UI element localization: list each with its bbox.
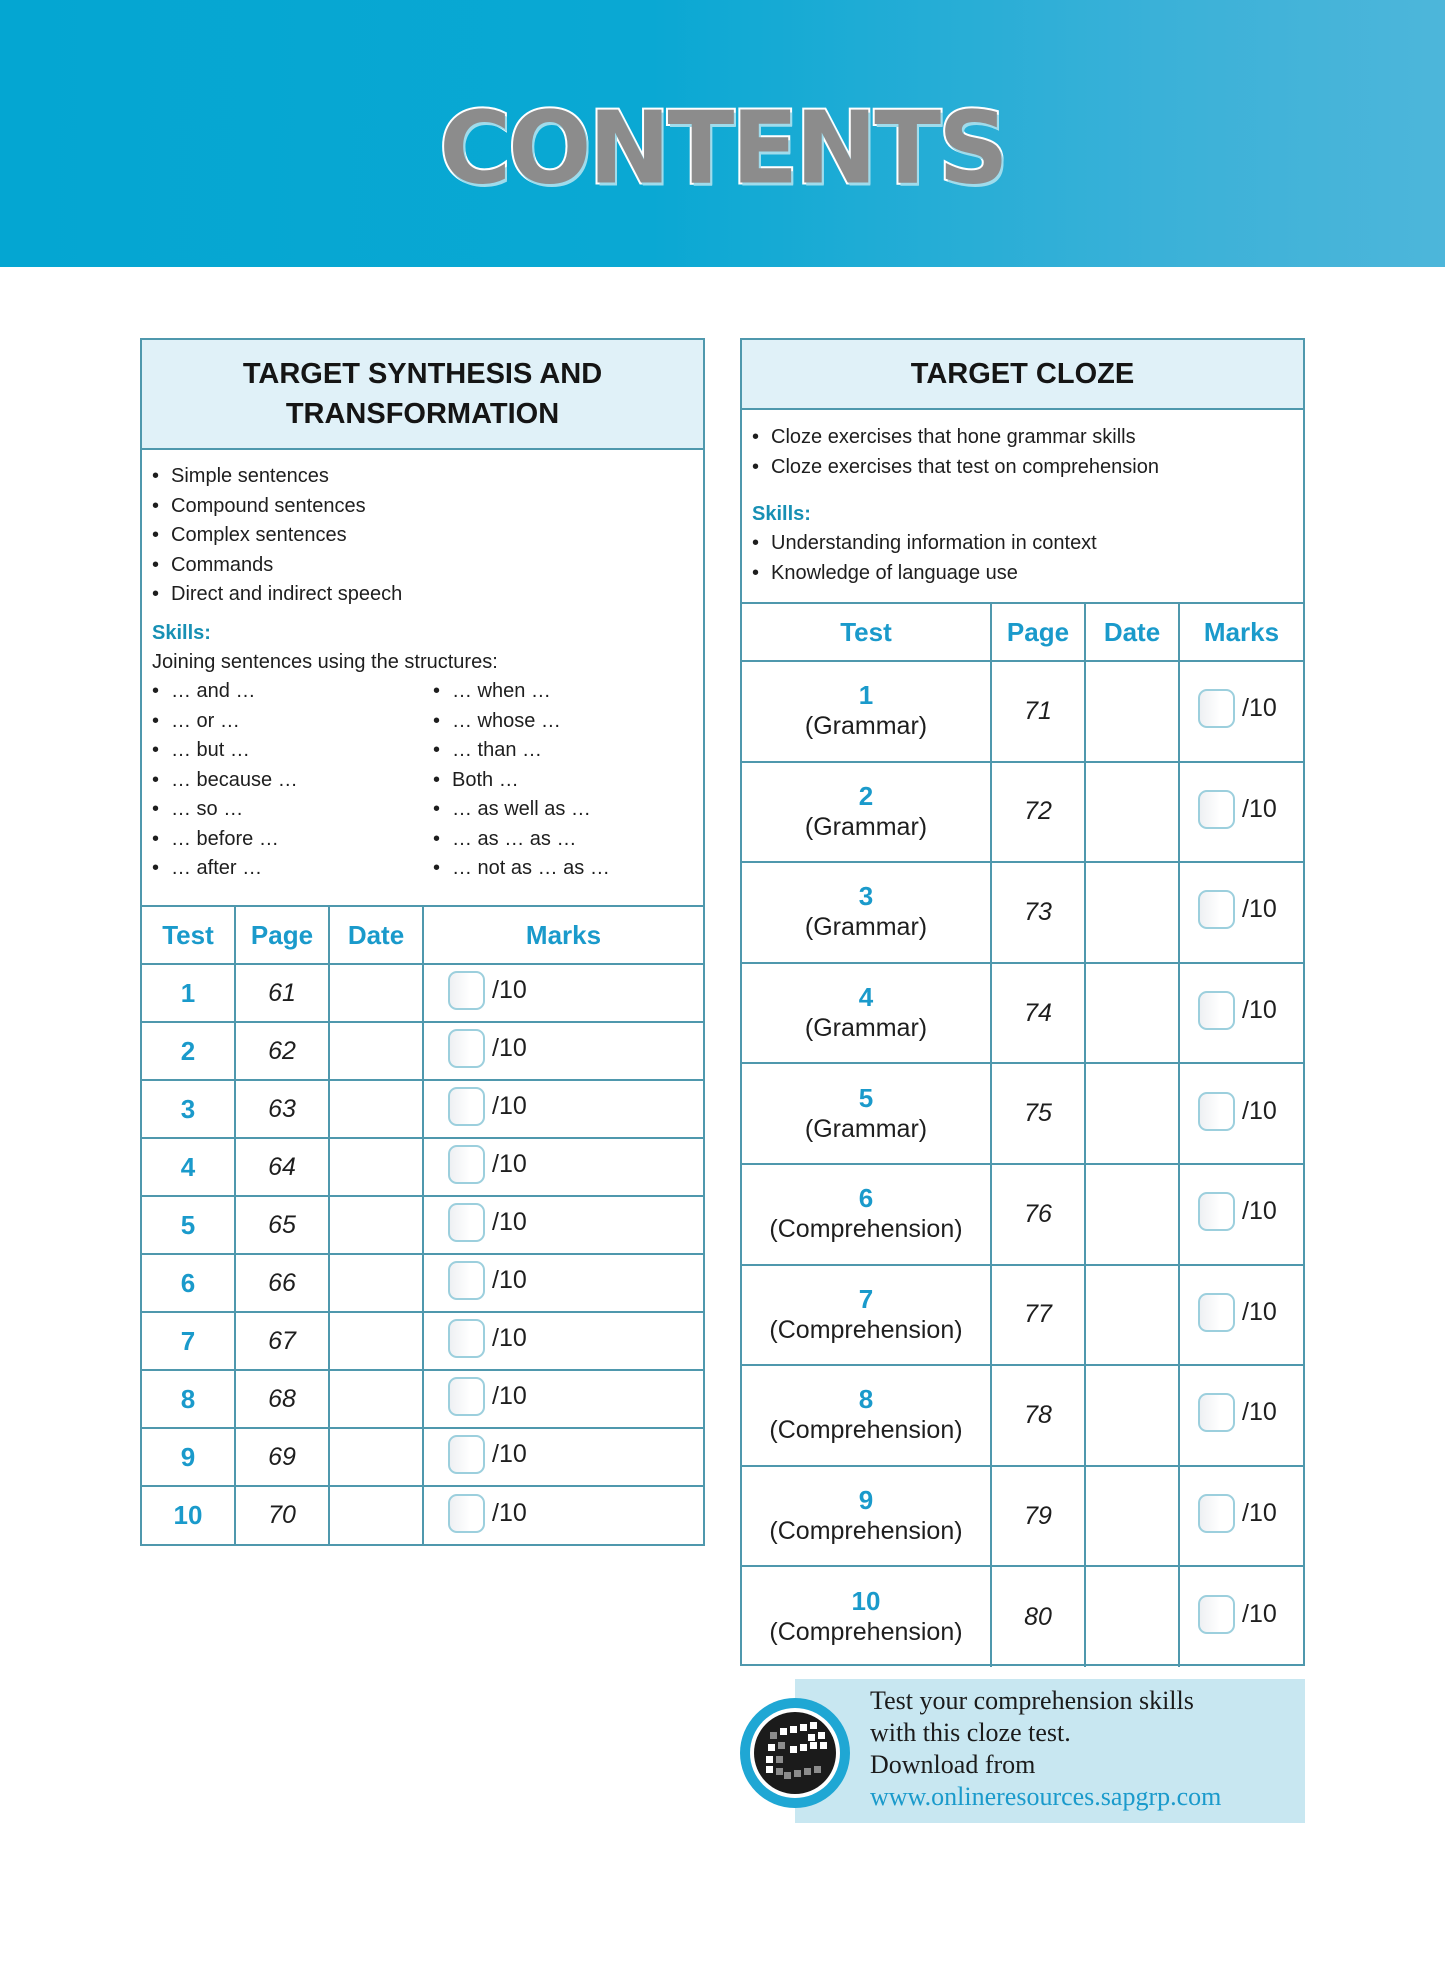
online-resource-badge-icon (740, 1698, 850, 1808)
structure-item: • … whose … (433, 707, 693, 737)
score-input-box[interactable] (1198, 991, 1235, 1030)
panel-description (742, 410, 1303, 588)
online-resource-callout (795, 1679, 1305, 1823)
score-input-box[interactable] (1198, 1595, 1235, 1634)
date-field[interactable] (329, 1428, 423, 1486)
synthesis-tests-table (142, 905, 703, 1544)
page-number: 62 (235, 1022, 329, 1080)
marks-total: /10 (492, 1324, 527, 1352)
marks-total: /10 (1242, 1096, 1277, 1125)
bullet-icon: • (152, 680, 160, 702)
marks-total: /10 (492, 1092, 527, 1120)
marks-cell (1179, 661, 1303, 762)
test-number: 3 (858, 881, 874, 912)
column-header-test: Test (142, 906, 235, 964)
test-number: 2 (858, 780, 874, 811)
column-header-test: Test (742, 603, 991, 661)
test-cell (742, 1566, 991, 1667)
marks-total: /10 (492, 1440, 527, 1468)
test-number: 9 (142, 1428, 235, 1486)
topic-item: • Complex sentences (152, 521, 703, 551)
test-type: (Grammar) (804, 712, 928, 741)
test-type: (Grammar) (804, 913, 928, 942)
topic-item: • Compound sentences (152, 492, 703, 522)
panel-title-line-2: TRANSFORMATION (285, 398, 560, 430)
test-cell (742, 1164, 991, 1265)
date-field[interactable] (1085, 1566, 1179, 1667)
marks-cell (423, 1312, 703, 1370)
marks-cell (1179, 862, 1303, 963)
skills-heading: Skills: (152, 621, 211, 644)
structure-item: • … because … (152, 766, 433, 796)
test-number: 6 (142, 1254, 235, 1312)
test-type: (Grammar) (804, 812, 928, 841)
date-field[interactable] (1085, 862, 1179, 963)
test-type: (Comprehension) (769, 1315, 963, 1344)
page-number: 73 (991, 862, 1085, 963)
date-field[interactable] (329, 1196, 423, 1254)
score-input-box[interactable] (448, 1145, 485, 1184)
test-number: 1 (858, 680, 874, 711)
table-header-row (742, 603, 1303, 661)
test-type: (Grammar) (804, 1014, 928, 1043)
bullet-icon: • (152, 709, 160, 732)
callout-text: Test your comprehension skills with this cloze test. Download from www.onlineresources.sapgrp.com (870, 1686, 1222, 1811)
table-row (142, 1196, 703, 1254)
table-row (142, 1138, 703, 1196)
date-field[interactable] (1085, 661, 1179, 762)
structure-item: • … as well as … (433, 795, 693, 825)
table-row (742, 1063, 1303, 1164)
marks-total: /10 (492, 1150, 527, 1178)
page-number: 76 (991, 1164, 1085, 1265)
marks-total: /10 (492, 1034, 527, 1062)
bullet-icon: • (433, 680, 441, 702)
score-input-box[interactable] (448, 1261, 485, 1300)
page-number: 78 (991, 1365, 1085, 1466)
table-row (742, 862, 1303, 963)
skill-item: • Knowledge of language use (752, 559, 1303, 589)
test-type: (Comprehension) (769, 1215, 963, 1244)
table-row (742, 762, 1303, 863)
marks-total: /10 (1242, 996, 1277, 1025)
test-number: 9 (858, 1485, 874, 1516)
bullet-icon: • (433, 709, 441, 732)
page-number: 72 (991, 762, 1085, 863)
column-header-marks: Marks (1179, 603, 1303, 661)
date-field[interactable] (329, 1022, 423, 1080)
marks-cell (1179, 1365, 1303, 1466)
structure-item: • … as … as … (433, 825, 693, 855)
date-field[interactable] (1085, 963, 1179, 1064)
test-number: 10 (851, 1586, 881, 1617)
test-cell (742, 1063, 991, 1164)
test-number: 1 (142, 964, 235, 1022)
marks-cell (423, 1080, 703, 1138)
page-number: 65 (235, 1196, 329, 1254)
structure-item: • … than … (433, 736, 693, 766)
date-field[interactable] (329, 1254, 423, 1312)
contents-banner (0, 0, 1445, 267)
page-number: 63 (235, 1080, 329, 1138)
column-header-page: Page (235, 906, 329, 964)
marks-cell (423, 1486, 703, 1544)
test-number: 7 (142, 1312, 235, 1370)
page-number: 61 (235, 964, 329, 1022)
marks-total: /10 (1242, 1297, 1277, 1326)
score-input-box[interactable] (1198, 790, 1235, 829)
cloze-tests-table (742, 602, 1303, 1667)
bullet-icon: • (152, 857, 160, 879)
bullet-icon: • (752, 532, 760, 554)
topic-item: • Cloze exercises that test on comprehension (752, 453, 1303, 483)
topic-item: • Commands (152, 551, 703, 581)
structure-item: • … before … (152, 825, 433, 855)
marks-cell (423, 1196, 703, 1254)
marks-cell (1179, 1566, 1303, 1667)
test-number: 2 (142, 1022, 235, 1080)
marks-cell (1179, 1265, 1303, 1366)
bullet-icon: • (152, 553, 160, 576)
target-cloze-panel (740, 338, 1305, 1666)
test-cell (742, 762, 991, 863)
bullet-icon: • (433, 857, 441, 879)
test-number: 8 (142, 1370, 235, 1428)
marks-total: /10 (492, 1498, 527, 1527)
table-row (742, 1566, 1303, 1667)
page-number: 79 (991, 1466, 1085, 1567)
marks-cell (1179, 762, 1303, 863)
test-type: (Grammar) (804, 1114, 928, 1143)
marks-total: /10 (492, 1382, 527, 1410)
table-row (742, 661, 1303, 762)
score-input-box[interactable] (1198, 1293, 1235, 1332)
page-number: 77 (991, 1265, 1085, 1366)
resource-link[interactable]: www.onlineresources.sapgrp.com (870, 1782, 1222, 1811)
synthesis-transformation-panel (140, 338, 705, 1546)
score-input-box[interactable] (448, 971, 485, 1010)
page-number: 64 (235, 1138, 329, 1196)
panel-description (142, 450, 703, 884)
panel-heading: TARGET CLOZE (742, 340, 1303, 410)
marks-cell (423, 1370, 703, 1428)
test-number: 6 (858, 1183, 874, 1214)
score-input-box[interactable] (448, 1435, 485, 1474)
skills-heading: Skills: (752, 503, 811, 525)
table-header-row (142, 906, 703, 964)
bullet-icon: • (152, 494, 160, 517)
page-number: 80 (991, 1566, 1085, 1667)
test-number: 4 (858, 982, 874, 1013)
marks-total: /10 (1242, 694, 1277, 723)
marks-cell (423, 1138, 703, 1196)
table-row (142, 1022, 703, 1080)
structure-item: • … but … (152, 736, 433, 766)
structure-item: • … and … (152, 677, 433, 707)
skill-item: • Understanding information in context (752, 529, 1303, 559)
table-row (142, 1486, 703, 1544)
table-row (742, 1265, 1303, 1366)
column-header-page: Page (991, 603, 1085, 661)
marks-total: /10 (492, 1208, 527, 1236)
bullet-icon: • (752, 426, 760, 448)
marks-cell (423, 1254, 703, 1312)
marks-cell (1179, 963, 1303, 1064)
test-cell (742, 1365, 991, 1466)
structure-item: • … so … (152, 795, 433, 825)
score-input-box[interactable] (1198, 1092, 1235, 1131)
date-field[interactable] (1085, 1466, 1179, 1567)
test-number: 8 (858, 1384, 874, 1415)
topic-item: • Simple sentences (152, 462, 703, 492)
bullet-icon: • (433, 768, 441, 791)
score-input-box[interactable] (448, 1029, 485, 1068)
bullet-icon: • (152, 798, 160, 820)
score-input-box[interactable] (1198, 1494, 1235, 1533)
page-number: 75 (991, 1063, 1085, 1164)
bullet-icon: • (433, 798, 441, 820)
page-number: 68 (235, 1370, 329, 1428)
column-header-date: Date (329, 906, 423, 964)
test-cell (742, 862, 991, 963)
structure-item: • … after … (152, 854, 433, 884)
test-cell (742, 1265, 991, 1366)
marks-total: /10 (1242, 1499, 1277, 1528)
date-field[interactable] (329, 1312, 423, 1370)
test-number: 4 (142, 1138, 235, 1196)
test-cell (742, 1466, 991, 1567)
table-row (142, 1370, 703, 1428)
table-row (742, 963, 1303, 1064)
test-cell (742, 661, 991, 762)
page-number: 69 (235, 1428, 329, 1486)
test-number: 5 (142, 1196, 235, 1254)
page-number: 67 (235, 1312, 329, 1370)
test-type: (Comprehension) (769, 1618, 963, 1647)
table-row (742, 1164, 1303, 1265)
table-row (142, 1254, 703, 1312)
table-row (142, 964, 703, 1022)
panel-heading (142, 340, 703, 450)
bullet-icon: • (433, 827, 441, 850)
score-input-box[interactable] (448, 1377, 485, 1416)
date-field[interactable] (329, 1138, 423, 1196)
date-field[interactable] (1085, 1164, 1179, 1265)
structure-item: • … not as … as … (433, 854, 693, 884)
page-title: CONTENTS (439, 90, 1006, 208)
test-number: 3 (142, 1080, 235, 1138)
topic-item: • Direct and indirect speech (152, 580, 703, 610)
test-number: 10 (142, 1486, 235, 1544)
column-header-marks: Marks (423, 906, 703, 964)
marks-cell (423, 1428, 703, 1486)
marks-cell (1179, 1164, 1303, 1265)
table-row (142, 1080, 703, 1138)
date-field[interactable] (329, 1370, 423, 1428)
test-type: (Comprehension) (769, 1416, 963, 1445)
score-input-box[interactable] (448, 1319, 485, 1358)
test-number: 5 (858, 1082, 874, 1113)
page-number: 70 (235, 1486, 329, 1544)
bullet-icon: • (152, 465, 160, 487)
marks-total: /10 (1242, 895, 1277, 924)
bullet-icon: • (152, 524, 160, 546)
bullet-icon: • (152, 827, 160, 850)
bullet-icon: • (433, 739, 441, 761)
marks-total: /10 (1242, 1600, 1277, 1629)
date-field[interactable] (329, 1080, 423, 1138)
date-field[interactable] (1085, 1265, 1179, 1366)
marks-total: /10 (1242, 1197, 1277, 1226)
pixel-grid-icon (754, 1712, 836, 1794)
marks-cell (423, 1022, 703, 1080)
bullet-icon: • (152, 739, 160, 761)
date-field[interactable] (1085, 762, 1179, 863)
structure-item: • … or … (152, 707, 433, 737)
page-number: 71 (991, 661, 1085, 762)
bullet-icon: • (152, 768, 160, 791)
score-input-box[interactable] (448, 1494, 485, 1533)
date-field[interactable] (329, 1486, 423, 1544)
column-header-date: Date (1085, 603, 1179, 661)
structure-item: • Both … (433, 766, 693, 796)
page-number: 66 (235, 1254, 329, 1312)
score-input-box[interactable] (1198, 1192, 1235, 1231)
date-field[interactable] (1085, 1365, 1179, 1466)
marks-cell (1179, 1063, 1303, 1164)
date-field[interactable] (1085, 1063, 1179, 1164)
score-input-box[interactable] (448, 1203, 485, 1242)
table-row (742, 1466, 1303, 1567)
structure-item: • … when … (433, 677, 693, 707)
marks-cell (1179, 1466, 1303, 1567)
bullet-icon: • (752, 455, 760, 478)
table-row (142, 1312, 703, 1370)
marks-total: /10 (1242, 1398, 1277, 1427)
table-row (742, 1365, 1303, 1466)
bullet-icon: • (752, 561, 760, 584)
score-input-box[interactable] (1198, 689, 1235, 728)
marks-total: /10 (492, 976, 527, 1004)
topic-item: • Cloze exercises that hone grammar skills (752, 423, 1303, 453)
structures-list (152, 677, 703, 884)
bullet-icon: • (152, 583, 160, 605)
panel-title-line-1: TARGET SYNTHESIS AND (242, 358, 603, 390)
marks-total: /10 (492, 1266, 527, 1294)
test-cell (742, 963, 991, 1064)
skills-intro: Joining sentences using the structures: (152, 650, 498, 673)
test-type: (Comprehension) (769, 1517, 963, 1546)
marks-cell (423, 964, 703, 1022)
page-number: 74 (991, 963, 1085, 1064)
score-input-box[interactable] (1198, 1393, 1235, 1432)
table-row (142, 1428, 703, 1486)
test-number: 7 (858, 1283, 874, 1314)
score-input-box[interactable] (1198, 890, 1235, 929)
marks-total: /10 (1242, 794, 1277, 823)
date-field[interactable] (329, 964, 423, 1022)
score-input-box[interactable] (448, 1087, 485, 1126)
